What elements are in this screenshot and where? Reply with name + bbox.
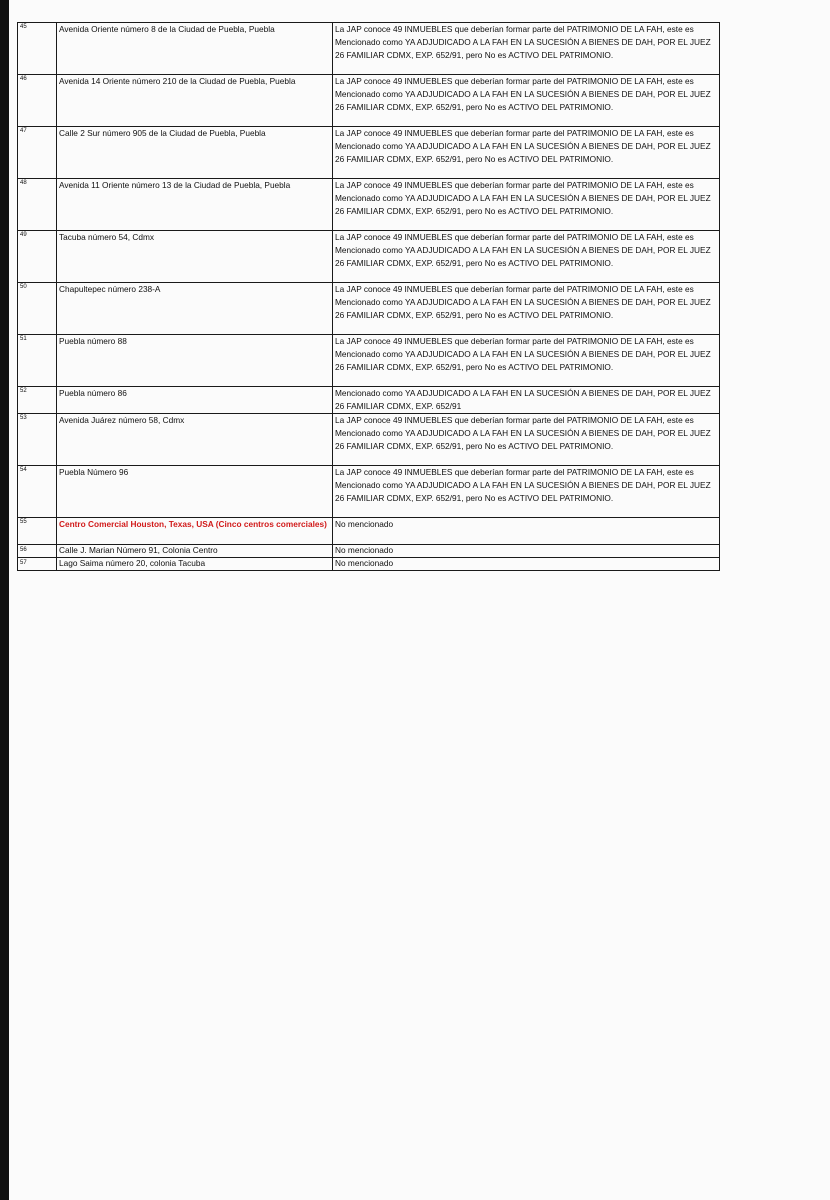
table-row [18,127,720,179]
property-status: La JAP conoce 49 INMUEBLES que deberían formar parte del PATRIMONIO DE LA FAH, este es Mencionado como YA ADJUDICADO A LA FAH EN LA SUCESIÓN A BIENES DE DAH, POR EL JUEZ 26 FAMILIAR CDMX, EXP. 652/91, pero No es ACTIVO DEL PATRIMONIO. [333,127,720,179]
row-number: 57 [18,558,57,571]
property-address-highlighted: Centro Comercial Houston, Texas, USA (Cinco centros comerciales) [57,518,333,545]
property-address: Tacuba número 54, Cdmx [57,231,333,283]
property-address: Lago Saima número 20, colonia Tacuba [57,558,333,571]
property-status: La JAP conoce 49 INMUEBLES que deberían formar parte del PATRIMONIO DE LA FAH, este es Mencionado como YA ADJUDICADO A LA FAH EN LA SUCESIÓN A BIENES DE DAH, POR EL JUEZ 26 FAMILIAR CDMX, EXP. 652/91, pero No es ACTIVO DEL PATRIMONIO. [333,335,720,387]
property-status: La JAP conoce 49 INMUEBLES que deberían formar parte del PATRIMONIO DE LA FAH, este es Mencionado como YA ADJUDICADO A LA FAH EN LA SUCESIÓN A BIENES DE DAH, POR EL JUEZ 26 FAMILIAR CDMX, EXP. 652/91, pero No es ACTIVO DEL PATRIMONIO. [333,75,720,127]
property-address: Avenida 11 Oriente número 13 de la Ciudad de Puebla, Puebla [57,179,333,231]
property-status: No mencionado [333,518,720,545]
row-number: 51 [18,335,57,387]
property-address: Puebla Número 96 [57,466,333,518]
row-number: 47 [18,127,57,179]
row-number: 50 [18,283,57,335]
row-number: 52 [18,387,57,414]
table-row [18,466,720,518]
property-status: La JAP conoce 49 INMUEBLES que deberían formar parte del PATRIMONIO DE LA FAH, este es Mencionado como YA ADJUDICADO A LA FAH EN LA SUCESIÓN A BIENES DE DAH, POR EL JUEZ 26 FAMILIAR CDMX, EXP. 652/91, pero No es ACTIVO DEL PATRIMONIO. [333,231,720,283]
table-row [18,545,720,558]
property-address: Calle J. Marian Número 91, Colonia Centro [57,545,333,558]
row-number: 48 [18,179,57,231]
row-number: 53 [18,414,57,466]
property-status: Mencionado como YA ADJUDICADO A LA FAH EN LA SUCESIÓN A BIENES DE DAH, POR EL JUEZ 26 FAMILIAR CDMX, EXP. 652/91 [333,387,720,414]
property-status: No mencionado [333,558,720,571]
row-number: 55 [18,518,57,545]
property-status: La JAP conoce 49 INMUEBLES que deberían formar parte del PATRIMONIO DE LA FAH, este es Mencionado como YA ADJUDICADO A LA FAH EN LA SUCESIÓN A BIENES DE DAH, POR EL JUEZ 26 FAMILIAR CDMX, EXP. 652/91, pero No es ACTIVO DEL PATRIMONIO. [333,23,720,75]
property-address: Puebla número 86 [57,387,333,414]
row-number: 56 [18,545,57,558]
property-status: La JAP conoce 49 INMUEBLES que deberían formar parte del PATRIMONIO DE LA FAH, este es Mencionado como YA ADJUDICADO A LA FAH EN LA SUCESIÓN A BIENES DE DAH, POR EL JUEZ 26 FAMILIAR CDMX, EXP. 652/91, pero No es ACTIVO DEL PATRIMONIO. [333,179,720,231]
property-address: Avenida 14 Oriente número 210 de la Ciudad de Puebla, Puebla [57,75,333,127]
scan-left-edge [0,0,9,1200]
property-status: No mencionado [333,545,720,558]
row-number: 46 [18,75,57,127]
table-row [18,231,720,283]
property-address: Puebla número 88 [57,335,333,387]
property-status: La JAP conoce 49 INMUEBLES que deberían formar parte del PATRIMONIO DE LA FAH, este es Mencionado como YA ADJUDICADO A LA FAH EN LA SUCESIÓN A BIENES DE DAH, POR EL JUEZ 26 FAMILIAR CDMX, EXP. 652/91, pero No es ACTIVO DEL PATRIMONIO. [333,466,720,518]
property-address: Calle 2 Sur número 905 de la Ciudad de Puebla, Puebla [57,127,333,179]
property-address: Avenida Oriente número 8 de la Ciudad de Puebla, Puebla [57,23,333,75]
property-status: La JAP conoce 49 INMUEBLES que deberían formar parte del PATRIMONIO DE LA FAH, este es Mencionado como YA ADJUDICADO A LA FAH EN LA SUCESIÓN A BIENES DE DAH, POR EL JUEZ 26 FAMILIAR CDMX, EXP. 652/91, pero No es ACTIVO DEL PATRIMONIO. [333,283,720,335]
table-row [18,75,720,127]
table-row [18,179,720,231]
property-status: La JAP conoce 49 INMUEBLES que deberían formar parte del PATRIMONIO DE LA FAH, este es Mencionado como YA ADJUDICADO A LA FAH EN LA SUCESIÓN A BIENES DE DAH, POR EL JUEZ 26 FAMILIAR CDMX, EXP. 652/91, pero No es ACTIVO DEL PATRIMONIO. [333,414,720,466]
row-number: 45 [18,23,57,75]
table-row [18,335,720,387]
row-number: 49 [18,231,57,283]
table-row [18,414,720,466]
table-row [18,387,720,414]
property-address: Chapultepec número 238-A [57,283,333,335]
table-row [18,518,720,545]
table-row [18,23,720,75]
property-address: Avenida Juárez número 58, Cdmx [57,414,333,466]
row-number: 54 [18,466,57,518]
table-row [18,558,720,571]
property-table [17,22,720,571]
table-row [18,283,720,335]
